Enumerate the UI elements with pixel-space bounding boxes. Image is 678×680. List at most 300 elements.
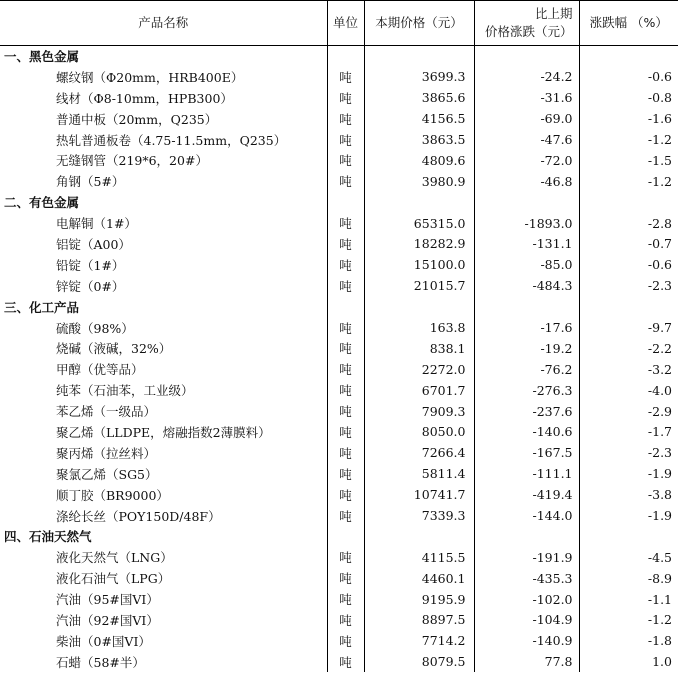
product-name-cell	[0, 338, 327, 359]
change-percent-text: -2.3	[647, 445, 672, 461]
unit-text: 吨	[339, 69, 352, 85]
category-label: 三、化工产品	[4, 299, 80, 315]
price-cell	[364, 234, 474, 255]
price-change-cell	[474, 150, 579, 171]
unit-text: 吨	[339, 341, 352, 357]
price-cell	[364, 422, 474, 443]
unit-cell	[327, 610, 364, 631]
price-text: 3699.3	[421, 69, 466, 85]
product-name-text: 铝锭（A00）	[56, 236, 131, 252]
change-percent-text: -1.9	[647, 466, 672, 482]
price-change-text: -144.0	[532, 508, 573, 524]
change-percent-text: -1.2	[647, 173, 672, 189]
price-change-cell	[474, 463, 579, 484]
header-price-change-line1: 比上期	[534, 6, 573, 21]
product-name-text: 角钢（5#）	[56, 174, 125, 190]
unit-cell	[327, 484, 364, 505]
price-change-text: -167.5	[532, 445, 573, 461]
product-name-cell	[0, 192, 327, 213]
product-name-text: 甲醇（优等品）	[56, 362, 144, 378]
change-percent-text: -0.8	[647, 90, 672, 106]
price-text: 2272.0	[421, 361, 466, 377]
unit-cell	[327, 192, 364, 213]
change-percent-cell	[579, 651, 678, 672]
price-change-cell	[474, 213, 579, 234]
unit-cell	[327, 359, 364, 380]
category-row	[0, 46, 678, 67]
unit-cell	[327, 296, 364, 317]
unit-cell	[327, 213, 364, 234]
price-change-text: -237.6	[532, 403, 573, 419]
unit-cell	[327, 526, 364, 547]
change-percent-cell	[579, 234, 678, 255]
price-text: 4809.6	[421, 152, 466, 168]
price-change-cell	[474, 610, 579, 631]
unit-text: 吨	[339, 571, 352, 587]
category-row	[0, 296, 678, 317]
table-row	[0, 66, 678, 87]
unit-cell	[327, 234, 364, 255]
price-text: 21015.7	[413, 278, 466, 294]
change-percent-text: -0.6	[647, 257, 672, 273]
category-row	[0, 526, 678, 547]
change-percent-cell	[579, 87, 678, 108]
product-name-cell	[0, 589, 327, 610]
price-cell	[364, 46, 474, 67]
price-cell	[364, 275, 474, 296]
price-change-cell	[474, 254, 579, 275]
price-text: 3863.5	[421, 132, 466, 147]
price-change-text: -104.9	[532, 612, 573, 628]
unit-text: 吨	[339, 383, 352, 399]
unit-cell	[327, 171, 364, 192]
product-name-cell	[0, 129, 327, 150]
table-row	[0, 401, 678, 422]
table-row	[0, 275, 678, 296]
table-row	[0, 87, 678, 108]
product-name-cell	[0, 87, 327, 108]
price-text: 10741.7	[413, 487, 466, 503]
price-cell	[364, 568, 474, 589]
change-percent-cell	[579, 296, 678, 317]
price-cell	[364, 651, 474, 672]
change-percent-cell	[579, 401, 678, 422]
price-change-cell	[474, 422, 579, 443]
unit-cell	[327, 380, 364, 401]
product-name-text: 聚丙烯（拉丝料）	[56, 445, 157, 461]
price-change-cell	[474, 380, 579, 401]
price-cell	[364, 338, 474, 359]
table-row	[0, 484, 678, 505]
table-row	[0, 213, 678, 234]
price-cell	[364, 380, 474, 401]
price-cell	[364, 296, 474, 317]
product-name-text: 苯乙烯（一级品）	[56, 404, 157, 420]
table-row	[0, 651, 678, 672]
unit-text: 吨	[339, 362, 352, 378]
change-percent-cell	[579, 66, 678, 87]
price-change-cell	[474, 275, 579, 296]
price-text: 18282.9	[413, 236, 466, 252]
change-percent-cell	[579, 422, 678, 443]
price-change-cell	[474, 547, 579, 568]
price-change-text: -17.6	[540, 320, 573, 336]
price-cell	[364, 359, 474, 380]
product-name-text: 顺丁胶（BR9000）	[56, 487, 169, 503]
price-cell	[364, 66, 474, 87]
price-change-text: -47.6	[540, 132, 573, 147]
product-name-cell	[0, 275, 327, 296]
table-header	[0, 1, 678, 46]
price-text: 838.1	[429, 340, 466, 356]
price-cell	[364, 129, 474, 150]
product-name-text: 涤纶长丝（POY150D/48F）	[56, 508, 221, 524]
table-row	[0, 422, 678, 443]
price-change-cell	[474, 234, 579, 255]
table-body	[0, 46, 678, 673]
change-percent-text: -1.2	[647, 612, 672, 628]
price-cell	[364, 589, 474, 610]
price-cell	[364, 547, 474, 568]
price-cell	[364, 442, 474, 463]
change-percent-cell	[579, 150, 678, 171]
product-name-text: 聚乙烯（LLDPE，熔融指数2薄膜料）	[56, 424, 271, 440]
price-text: 6701.7	[421, 382, 466, 398]
change-percent-text: -0.6	[647, 69, 672, 85]
change-percent-cell	[579, 505, 678, 526]
product-name-text: 液化石油气（LPG）	[56, 571, 171, 587]
price-cell	[364, 87, 474, 108]
price-change-text: -484.3	[532, 278, 573, 294]
price-change-cell	[474, 296, 579, 317]
change-percent-cell	[579, 213, 678, 234]
price-change-text: -69.0	[540, 111, 573, 127]
change-percent-cell	[579, 568, 678, 589]
price-change-text: -435.3	[532, 570, 573, 586]
unit-text: 吨	[339, 278, 352, 294]
product-name-text: 螺纹钢（Φ20mm，HRB400E）	[56, 69, 244, 85]
price-text: 8897.5	[421, 612, 466, 628]
price-text: 7714.2	[421, 633, 466, 649]
price-change-cell	[474, 589, 579, 610]
price-cell	[364, 630, 474, 651]
table-row	[0, 150, 678, 171]
change-percent-text: -9.7	[647, 320, 672, 336]
change-percent-text: -0.7	[647, 236, 672, 252]
price-change-cell	[474, 66, 579, 87]
price-cell	[364, 484, 474, 505]
price-cell	[364, 171, 474, 192]
price-text: 3865.6	[421, 90, 466, 106]
change-percent-text: -2.3	[647, 278, 672, 294]
product-name-text: 液化天然气（LNG）	[56, 550, 173, 566]
change-percent-cell	[579, 463, 678, 484]
header-price-change-line2: 价格涨跌（元）	[484, 24, 573, 39]
price-text: 4115.5	[421, 549, 466, 565]
unit-text: 吨	[339, 550, 352, 566]
price-change-text: -31.6	[540, 90, 573, 106]
price-change-text: -72.0	[540, 152, 573, 168]
change-percent-text: -1.1	[647, 591, 672, 607]
unit-cell	[327, 589, 364, 610]
price-change-cell	[474, 46, 579, 67]
unit-cell	[327, 150, 364, 171]
table-row	[0, 505, 678, 526]
product-name-cell	[0, 401, 327, 422]
unit-cell	[327, 66, 364, 87]
unit-text: 吨	[339, 424, 352, 440]
category-label: 一、黑色金属	[4, 49, 80, 65]
unit-cell	[327, 275, 364, 296]
table-row	[0, 129, 678, 150]
table-row	[0, 254, 678, 275]
product-name-cell	[0, 46, 327, 67]
unit-text: 吨	[339, 257, 352, 273]
unit-cell	[327, 505, 364, 526]
price-change-text: -1893.0	[524, 215, 573, 231]
price-change-text: -76.2	[540, 361, 573, 377]
product-name-cell	[0, 610, 327, 631]
product-name-cell	[0, 171, 327, 192]
product-name-cell	[0, 630, 327, 651]
change-percent-cell	[579, 275, 678, 296]
unit-cell	[327, 630, 364, 651]
price-cell	[364, 463, 474, 484]
price-change-text: -46.8	[540, 173, 573, 189]
product-name-cell	[0, 359, 327, 380]
table-row	[0, 630, 678, 651]
unit-text: 吨	[339, 174, 352, 190]
header-unit: 单位	[327, 1, 364, 46]
unit-cell	[327, 463, 364, 484]
price-cell	[364, 317, 474, 338]
change-percent-text: -1.8	[647, 633, 672, 649]
price-cell	[364, 610, 474, 631]
unit-cell	[327, 568, 364, 589]
table-row	[0, 108, 678, 129]
product-name-cell	[0, 296, 327, 317]
change-percent-cell	[579, 547, 678, 568]
product-name-cell	[0, 651, 327, 672]
change-percent-text: -4.0	[647, 382, 672, 398]
price-text: 163.8	[429, 320, 466, 336]
table-row	[0, 547, 678, 568]
change-percent-cell	[579, 129, 678, 150]
change-percent-cell	[579, 610, 678, 631]
product-name-text: 汽油（92#国VI）	[56, 612, 159, 628]
price-change-text: -191.9	[532, 549, 573, 565]
change-percent-cell	[579, 317, 678, 338]
change-percent-cell	[579, 484, 678, 505]
product-name-cell	[0, 463, 327, 484]
price-text: 9195.9	[421, 591, 466, 607]
unit-text: 吨	[339, 90, 352, 106]
change-percent-text: -1.5	[647, 152, 672, 168]
change-percent-text: -1.7	[647, 424, 672, 440]
unit-text: 吨	[339, 111, 352, 127]
change-percent-text: -2.8	[647, 215, 672, 231]
price-change-text: -131.1	[532, 236, 573, 252]
price-change-cell	[474, 630, 579, 651]
product-name-text: 烧碱（液碱，32%）	[56, 341, 172, 357]
price-change-cell	[474, 505, 579, 526]
product-name-cell	[0, 150, 327, 171]
unit-text: 吨	[339, 320, 352, 336]
product-name-text: 线材（Φ8-10mm，HPB300）	[56, 90, 233, 106]
change-percent-text: 1.0	[652, 654, 672, 670]
change-percent-text: -2.2	[647, 340, 672, 356]
price-change-text: -24.2	[540, 69, 573, 85]
unit-text: 吨	[339, 404, 352, 420]
change-percent-cell	[579, 442, 678, 463]
price-change-cell	[474, 568, 579, 589]
table-row	[0, 380, 678, 401]
product-name-text: 汽油（95#国VI）	[56, 592, 159, 608]
price-change-cell	[474, 442, 579, 463]
unit-text: 吨	[339, 216, 352, 232]
change-percent-cell	[579, 338, 678, 359]
product-name-cell	[0, 568, 327, 589]
change-percent-text: -1.9	[647, 508, 672, 524]
price-change-cell	[474, 129, 579, 150]
table-row	[0, 234, 678, 255]
unit-text: 吨	[339, 633, 352, 649]
table-row	[0, 359, 678, 380]
unit-cell	[327, 108, 364, 129]
change-percent-cell	[579, 359, 678, 380]
unit-text: 吨	[339, 592, 352, 608]
price-text: 8050.0	[421, 424, 466, 440]
unit-cell	[327, 422, 364, 443]
price-text: 5811.4	[421, 466, 466, 482]
price-change-cell	[474, 317, 579, 338]
price-text: 3980.9	[421, 173, 466, 189]
price-cell	[364, 505, 474, 526]
price-text: 4156.5	[421, 111, 466, 127]
product-name-text: 柴油（0#国VI）	[56, 633, 151, 649]
product-name-cell	[0, 380, 327, 401]
product-name-cell	[0, 526, 327, 547]
product-name-cell	[0, 254, 327, 275]
price-change-text: -419.4	[532, 487, 573, 503]
change-percent-cell	[579, 630, 678, 651]
unit-text: 吨	[339, 153, 352, 169]
table-row	[0, 463, 678, 484]
price-text: 8079.5	[421, 654, 466, 670]
unit-text: 吨	[339, 236, 352, 252]
price-change-cell	[474, 171, 579, 192]
product-name-text: 锌锭（0#）	[56, 278, 125, 294]
product-name-text: 无缝钢管（219*6，20#）	[56, 153, 208, 169]
change-percent-text: -1.2	[647, 132, 672, 147]
unit-cell	[327, 87, 364, 108]
change-percent-cell	[579, 46, 678, 67]
category-label: 四、石油天然气	[4, 529, 92, 545]
price-text: 7266.4	[421, 445, 466, 461]
category-row	[0, 192, 678, 213]
header-current-price: 本期价格（元）	[364, 1, 474, 46]
price-text: 15100.0	[413, 257, 466, 273]
unit-text: 吨	[339, 445, 352, 461]
price-change-cell	[474, 526, 579, 547]
product-name-cell	[0, 442, 327, 463]
change-percent-text: -4.5	[647, 549, 672, 565]
unit-text: 吨	[339, 487, 352, 503]
unit-cell	[327, 46, 364, 67]
product-name-text: 聚氯乙烯（SG5）	[56, 466, 158, 482]
price-cell	[364, 401, 474, 422]
change-percent-cell	[579, 526, 678, 547]
table-row	[0, 171, 678, 192]
unit-cell	[327, 338, 364, 359]
product-name-cell	[0, 505, 327, 526]
price-change-cell	[474, 484, 579, 505]
table-row	[0, 338, 678, 359]
table-row	[0, 568, 678, 589]
unit-text: 吨	[339, 612, 352, 628]
product-name-text: 硫酸（98%）	[56, 320, 134, 336]
product-name-cell	[0, 484, 327, 505]
price-text: 7909.3	[421, 403, 466, 419]
product-name-text: 铅锭（1#）	[56, 257, 125, 273]
unit-cell	[327, 317, 364, 338]
price-text: 65315.0	[413, 215, 466, 231]
price-cell	[364, 108, 474, 129]
price-change-text: -111.1	[532, 466, 573, 482]
unit-text: 吨	[339, 508, 352, 524]
product-name-text: 电解铜（1#）	[56, 216, 137, 232]
price-change-cell	[474, 338, 579, 359]
price-cell	[364, 254, 474, 275]
price-cell	[364, 526, 474, 547]
unit-cell	[327, 401, 364, 422]
header-price-change	[474, 1, 579, 46]
price-change-text: -85.0	[540, 257, 573, 273]
price-text: 7339.3	[421, 508, 466, 524]
product-name-text: 纯苯（石油苯，工业级）	[56, 383, 194, 399]
product-name-cell	[0, 547, 327, 568]
price-cell	[364, 150, 474, 171]
header-product-name: 产品名称	[0, 1, 327, 46]
price-change-text: -102.0	[532, 591, 573, 607]
product-name-text: 普通中板（20mm，Q235）	[56, 111, 218, 127]
change-percent-text: -3.2	[647, 361, 672, 377]
table-row	[0, 589, 678, 610]
price-cell	[364, 213, 474, 234]
unit-text: 吨	[339, 654, 352, 670]
price-change-text: -276.3	[532, 382, 573, 398]
price-change-text: -140.6	[532, 424, 573, 440]
change-percent-text: -2.9	[647, 403, 672, 419]
unit-text: 吨	[339, 132, 352, 148]
unit-cell	[327, 547, 364, 568]
change-percent-text: -1.6	[647, 111, 672, 127]
change-percent-cell	[579, 108, 678, 129]
table-row	[0, 442, 678, 463]
price-change-cell	[474, 651, 579, 672]
price-change-text: -19.2	[540, 340, 573, 356]
change-percent-cell	[579, 171, 678, 192]
product-name-cell	[0, 317, 327, 338]
price-text: 4460.1	[421, 570, 466, 586]
product-name-cell	[0, 108, 327, 129]
price-change-cell	[474, 87, 579, 108]
price-cell	[364, 192, 474, 213]
product-name-text: 石蜡（58#半）	[56, 654, 145, 670]
change-percent-cell	[579, 589, 678, 610]
unit-cell	[327, 254, 364, 275]
change-percent-text: -3.8	[647, 487, 672, 503]
